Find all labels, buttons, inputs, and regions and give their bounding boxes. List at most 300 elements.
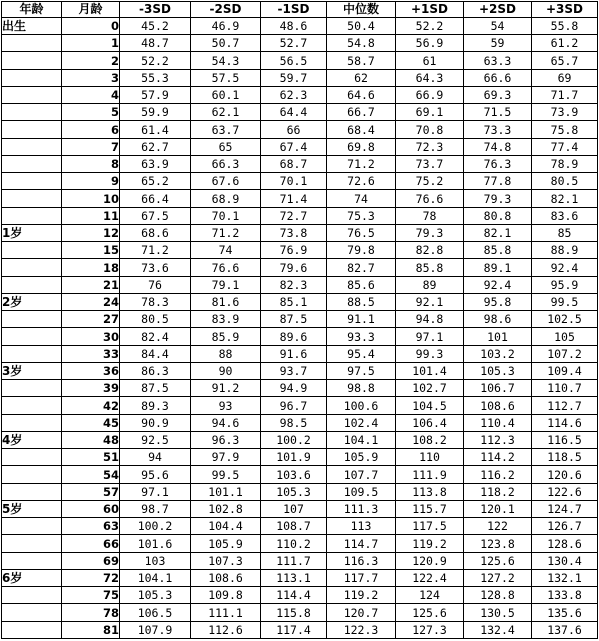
age-cell [2, 207, 62, 224]
month-cell: 69 [62, 552, 120, 569]
value-cell: 102.5 [532, 311, 598, 328]
value-cell: 52.2 [120, 52, 191, 69]
value-cell: 80.8 [464, 207, 532, 224]
value-cell: 83.9 [191, 311, 261, 328]
table-row [2, 311, 598, 328]
value-cell: 85.8 [464, 242, 532, 259]
value-cell: 65 [191, 138, 261, 155]
month-cell: 78 [62, 604, 120, 621]
value-cell: 71.2 [120, 242, 191, 259]
value-cell: 107.7 [327, 466, 396, 483]
value-cell: 104.5 [396, 397, 464, 414]
value-cell: 100.6 [327, 397, 396, 414]
value-cell: 89 [396, 276, 464, 293]
value-cell: 66.4 [120, 190, 191, 207]
value-cell: 72.6 [327, 173, 396, 190]
value-cell: 62 [327, 69, 396, 86]
value-cell: 71.4 [261, 190, 327, 207]
value-cell: 107.9 [120, 621, 191, 638]
value-cell: 73.6 [120, 259, 191, 276]
month-cell: 48 [62, 431, 120, 448]
value-cell: 123.8 [464, 535, 532, 552]
value-cell: 95.4 [327, 345, 396, 362]
month-cell: 15 [62, 242, 120, 259]
month-cell: 66 [62, 535, 120, 552]
value-cell: 109.8 [191, 587, 261, 604]
value-cell: 106.4 [396, 414, 464, 431]
value-cell: 124 [396, 587, 464, 604]
value-cell: 63.7 [191, 121, 261, 138]
value-cell: 113.1 [261, 569, 327, 586]
table-row [2, 190, 598, 207]
value-cell: 108.2 [396, 431, 464, 448]
value-cell: 69.1 [396, 104, 464, 121]
value-cell: 93.3 [327, 328, 396, 345]
table-row [2, 17, 598, 34]
month-cell: 18 [62, 259, 120, 276]
value-cell: 67.5 [120, 207, 191, 224]
value-cell: 62.3 [261, 86, 327, 103]
table-row [2, 259, 598, 276]
table-row [2, 483, 598, 500]
age-cell: 1岁 [2, 224, 62, 241]
age-cell: 4岁 [2, 431, 62, 448]
value-cell: 107.3 [191, 552, 261, 569]
value-cell: 85.9 [191, 328, 261, 345]
value-cell: 80.5 [120, 311, 191, 328]
value-cell: 112.7 [532, 397, 598, 414]
age-cell [2, 483, 62, 500]
table-row [2, 224, 598, 241]
table-row [2, 155, 598, 172]
value-cell: 88.5 [327, 293, 396, 310]
age-cell: 6岁 [2, 569, 62, 586]
month-cell: 75 [62, 587, 120, 604]
age-cell [2, 190, 62, 207]
age-cell [2, 328, 62, 345]
value-cell: 105.3 [261, 483, 327, 500]
value-cell: 82.3 [261, 276, 327, 293]
value-cell: 66.7 [327, 104, 396, 121]
value-cell: 50.4 [327, 17, 396, 34]
value-cell: 120.1 [464, 500, 532, 517]
value-cell: 62.1 [191, 104, 261, 121]
value-cell: 63.3 [464, 52, 532, 69]
value-cell: 84.4 [120, 345, 191, 362]
value-cell: 76.5 [327, 224, 396, 241]
value-cell: 93 [191, 397, 261, 414]
value-cell: 73.3 [464, 121, 532, 138]
value-cell: 122.4 [396, 569, 464, 586]
month-cell: 8 [62, 155, 120, 172]
table-row [2, 552, 598, 569]
value-cell: 95.8 [464, 293, 532, 310]
value-cell: 104.1 [120, 569, 191, 586]
value-cell: 126.7 [532, 518, 598, 535]
value-cell: 96.3 [191, 431, 261, 448]
age-cell [2, 173, 62, 190]
value-cell: 100.2 [261, 431, 327, 448]
value-cell: 91.2 [191, 380, 261, 397]
value-cell: 67.4 [261, 138, 327, 155]
table-row [2, 276, 598, 293]
value-cell: 74 [191, 242, 261, 259]
value-cell: 125.6 [396, 604, 464, 621]
month-cell: 81 [62, 621, 120, 638]
value-cell: 104.4 [191, 518, 261, 535]
value-cell: 105.3 [120, 587, 191, 604]
value-cell: 111.3 [327, 500, 396, 517]
value-cell: 79.1 [191, 276, 261, 293]
value-cell: 83.6 [532, 207, 598, 224]
value-cell: 102.8 [191, 500, 261, 517]
value-cell: 70.1 [191, 207, 261, 224]
value-cell: 65.2 [120, 173, 191, 190]
age-cell [2, 449, 62, 466]
value-cell: 102.4 [327, 414, 396, 431]
value-cell: 79.6 [261, 259, 327, 276]
value-cell: 52.7 [261, 35, 327, 52]
table-body [2, 17, 598, 638]
value-cell: 106.7 [464, 380, 532, 397]
value-cell: 105.9 [327, 449, 396, 466]
value-cell: 112.3 [464, 431, 532, 448]
month-cell: 12 [62, 224, 120, 241]
value-cell: 76.6 [191, 259, 261, 276]
value-cell: 94.6 [191, 414, 261, 431]
value-cell: 132.1 [532, 569, 598, 586]
value-cell: 66.6 [464, 69, 532, 86]
value-cell: 72.7 [261, 207, 327, 224]
value-cell: 54.3 [191, 52, 261, 69]
value-cell: 91.6 [261, 345, 327, 362]
value-cell: 102.7 [396, 380, 464, 397]
header-minus-2sd: -2SD [191, 2, 261, 18]
value-cell: 76.6 [396, 190, 464, 207]
value-cell: 46.9 [191, 17, 261, 34]
value-cell: 111.9 [396, 466, 464, 483]
value-cell: 73.8 [261, 224, 327, 241]
value-cell: 135.6 [532, 604, 598, 621]
value-cell: 61 [396, 52, 464, 69]
value-cell: 76.3 [464, 155, 532, 172]
value-cell: 95.6 [120, 466, 191, 483]
value-cell: 68.7 [261, 155, 327, 172]
value-cell: 137.6 [532, 621, 598, 638]
value-cell: 115.7 [396, 500, 464, 517]
value-cell: 92.1 [396, 293, 464, 310]
month-cell: 63 [62, 518, 120, 535]
value-cell: 97.5 [327, 362, 396, 379]
table-row [2, 207, 598, 224]
value-cell: 119.2 [327, 587, 396, 604]
value-cell: 114.2 [464, 449, 532, 466]
table-row [2, 138, 598, 155]
value-cell: 66 [261, 121, 327, 138]
value-cell: 76 [120, 276, 191, 293]
value-cell: 122.6 [532, 483, 598, 500]
table-row [2, 104, 598, 121]
value-cell: 45.2 [120, 17, 191, 34]
value-cell: 62.7 [120, 138, 191, 155]
table-row [2, 86, 598, 103]
value-cell: 82.8 [396, 242, 464, 259]
age-cell [2, 69, 62, 86]
age-cell: 3岁 [2, 362, 62, 379]
table-row [2, 242, 598, 259]
value-cell: 77.4 [532, 138, 598, 155]
value-cell: 114.4 [261, 587, 327, 604]
value-cell: 66.9 [396, 86, 464, 103]
value-cell: 97.1 [396, 328, 464, 345]
value-cell: 104.1 [327, 431, 396, 448]
value-cell: 78 [396, 207, 464, 224]
value-cell: 109.5 [327, 483, 396, 500]
table-row [2, 52, 598, 69]
value-cell: 75.2 [396, 173, 464, 190]
value-cell: 103.2 [464, 345, 532, 362]
month-cell: 6 [62, 121, 120, 138]
header-plus-3sd: +3SD [532, 2, 598, 18]
value-cell: 48.6 [261, 17, 327, 34]
value-cell: 107 [261, 500, 327, 517]
value-cell: 56.5 [261, 52, 327, 69]
value-cell: 75.8 [532, 121, 598, 138]
month-cell: 72 [62, 569, 120, 586]
table-row [2, 380, 598, 397]
value-cell: 130.5 [464, 604, 532, 621]
header-minus-1sd: -1SD [261, 2, 327, 18]
value-cell: 59.7 [261, 69, 327, 86]
value-cell: 125.6 [464, 552, 532, 569]
value-cell: 91.1 [327, 311, 396, 328]
table-row [2, 535, 598, 552]
value-cell: 95.9 [532, 276, 598, 293]
month-cell: 4 [62, 86, 120, 103]
value-cell: 85.8 [396, 259, 464, 276]
month-cell: 30 [62, 328, 120, 345]
value-cell: 92.4 [464, 276, 532, 293]
age-cell [2, 242, 62, 259]
table-row [2, 35, 598, 52]
value-cell: 60.1 [191, 86, 261, 103]
value-cell: 110.2 [261, 535, 327, 552]
value-cell: 55.3 [120, 69, 191, 86]
value-cell: 132.4 [464, 621, 532, 638]
value-cell: 76.9 [261, 242, 327, 259]
value-cell: 99.5 [532, 293, 598, 310]
table-row [2, 173, 598, 190]
value-cell: 69 [532, 69, 598, 86]
value-cell: 64.3 [396, 69, 464, 86]
value-cell: 87.5 [261, 311, 327, 328]
value-cell: 69.8 [327, 138, 396, 155]
header-plus-1sd: +1SD [396, 2, 464, 18]
month-cell: 2 [62, 52, 120, 69]
value-cell: 108.6 [191, 569, 261, 586]
value-cell: 71.2 [191, 224, 261, 241]
age-cell [2, 621, 62, 638]
age-cell [2, 535, 62, 552]
value-cell: 117.4 [261, 621, 327, 638]
value-cell: 127.3 [396, 621, 464, 638]
month-cell: 57 [62, 483, 120, 500]
value-cell: 94.8 [396, 311, 464, 328]
value-cell: 113 [327, 518, 396, 535]
table-row [2, 345, 598, 362]
value-cell: 68.4 [327, 121, 396, 138]
age-cell [2, 311, 62, 328]
month-cell: 33 [62, 345, 120, 362]
value-cell: 117.5 [396, 518, 464, 535]
value-cell: 97.1 [120, 483, 191, 500]
age-cell [2, 138, 62, 155]
value-cell: 73.9 [532, 104, 598, 121]
table-row [2, 621, 598, 638]
header-month: 月龄 [62, 2, 120, 18]
table-row [2, 569, 598, 586]
value-cell: 101.9 [261, 449, 327, 466]
value-cell: 116.2 [464, 466, 532, 483]
value-cell: 128.6 [532, 535, 598, 552]
value-cell: 93.7 [261, 362, 327, 379]
month-cell: 11 [62, 207, 120, 224]
table-row [2, 69, 598, 86]
value-cell: 112.6 [191, 621, 261, 638]
value-cell: 69.3 [464, 86, 532, 103]
value-cell: 48.7 [120, 35, 191, 52]
table-row [2, 604, 598, 621]
value-cell: 54 [464, 17, 532, 34]
value-cell: 116.3 [327, 552, 396, 569]
header-plus-2sd: +2SD [464, 2, 532, 18]
value-cell: 82.1 [532, 190, 598, 207]
growth-standard-table [1, 1, 598, 639]
table-row [2, 449, 598, 466]
value-cell: 85 [532, 224, 598, 241]
age-cell [2, 518, 62, 535]
value-cell: 90.9 [120, 414, 191, 431]
value-cell: 68.9 [191, 190, 261, 207]
value-cell: 105.3 [464, 362, 532, 379]
value-cell: 99.3 [396, 345, 464, 362]
table-row [2, 414, 598, 431]
value-cell: 61.4 [120, 121, 191, 138]
value-cell: 74.8 [464, 138, 532, 155]
value-cell: 120.6 [532, 466, 598, 483]
value-cell: 85.1 [261, 293, 327, 310]
header-age: 年龄 [2, 2, 62, 18]
table-row [2, 362, 598, 379]
value-cell: 81.6 [191, 293, 261, 310]
table-row [2, 397, 598, 414]
value-cell: 98.6 [464, 311, 532, 328]
value-cell: 73.7 [396, 155, 464, 172]
value-cell: 77.8 [464, 173, 532, 190]
value-cell: 56.9 [396, 35, 464, 52]
value-cell: 82.4 [120, 328, 191, 345]
value-cell: 80.5 [532, 173, 598, 190]
value-cell: 110 [396, 449, 464, 466]
value-cell: 98.8 [327, 380, 396, 397]
value-cell: 79.3 [464, 190, 532, 207]
table-row [2, 518, 598, 535]
age-cell [2, 121, 62, 138]
value-cell: 78.9 [532, 155, 598, 172]
age-cell [2, 466, 62, 483]
value-cell: 57.5 [191, 69, 261, 86]
value-cell: 111.1 [191, 604, 261, 621]
value-cell: 101.1 [191, 483, 261, 500]
value-cell: 66.3 [191, 155, 261, 172]
value-cell: 88.9 [532, 242, 598, 259]
value-cell: 98.5 [261, 414, 327, 431]
value-cell: 65.7 [532, 52, 598, 69]
age-cell [2, 604, 62, 621]
value-cell: 103 [120, 552, 191, 569]
month-cell: 27 [62, 311, 120, 328]
table-row [2, 466, 598, 483]
age-cell: 出生 [2, 17, 62, 34]
value-cell: 117.7 [327, 569, 396, 586]
age-cell [2, 552, 62, 569]
value-cell: 118.5 [532, 449, 598, 466]
value-cell: 94.9 [261, 380, 327, 397]
table-row [2, 500, 598, 517]
value-cell: 89.1 [464, 259, 532, 276]
value-cell: 59.9 [120, 104, 191, 121]
month-cell: 5 [62, 104, 120, 121]
value-cell: 119.2 [396, 535, 464, 552]
table-row [2, 587, 598, 604]
month-cell: 7 [62, 138, 120, 155]
value-cell: 68.6 [120, 224, 191, 241]
age-cell [2, 104, 62, 121]
month-cell: 36 [62, 362, 120, 379]
value-cell: 106.5 [120, 604, 191, 621]
value-cell: 128.8 [464, 587, 532, 604]
month-cell: 10 [62, 190, 120, 207]
month-cell: 39 [62, 380, 120, 397]
value-cell: 55.8 [532, 17, 598, 34]
value-cell: 71.5 [464, 104, 532, 121]
month-cell: 1 [62, 35, 120, 52]
value-cell: 72.3 [396, 138, 464, 155]
table-row [2, 328, 598, 345]
age-cell: 2岁 [2, 293, 62, 310]
value-cell: 108.6 [464, 397, 532, 414]
value-cell: 92.5 [120, 431, 191, 448]
month-cell: 3 [62, 69, 120, 86]
table-header-row [2, 2, 598, 18]
month-cell: 54 [62, 466, 120, 483]
value-cell: 67.6 [191, 173, 261, 190]
value-cell: 58.7 [327, 52, 396, 69]
value-cell: 89.3 [120, 397, 191, 414]
month-cell: 9 [62, 173, 120, 190]
value-cell: 61.2 [532, 35, 598, 52]
value-cell: 108.7 [261, 518, 327, 535]
age-cell [2, 587, 62, 604]
value-cell: 98.7 [120, 500, 191, 517]
age-cell [2, 52, 62, 69]
value-cell: 71.2 [327, 155, 396, 172]
value-cell: 64.6 [327, 86, 396, 103]
value-cell: 78.3 [120, 293, 191, 310]
month-cell: 21 [62, 276, 120, 293]
value-cell: 101 [464, 328, 532, 345]
value-cell: 100.2 [120, 518, 191, 535]
